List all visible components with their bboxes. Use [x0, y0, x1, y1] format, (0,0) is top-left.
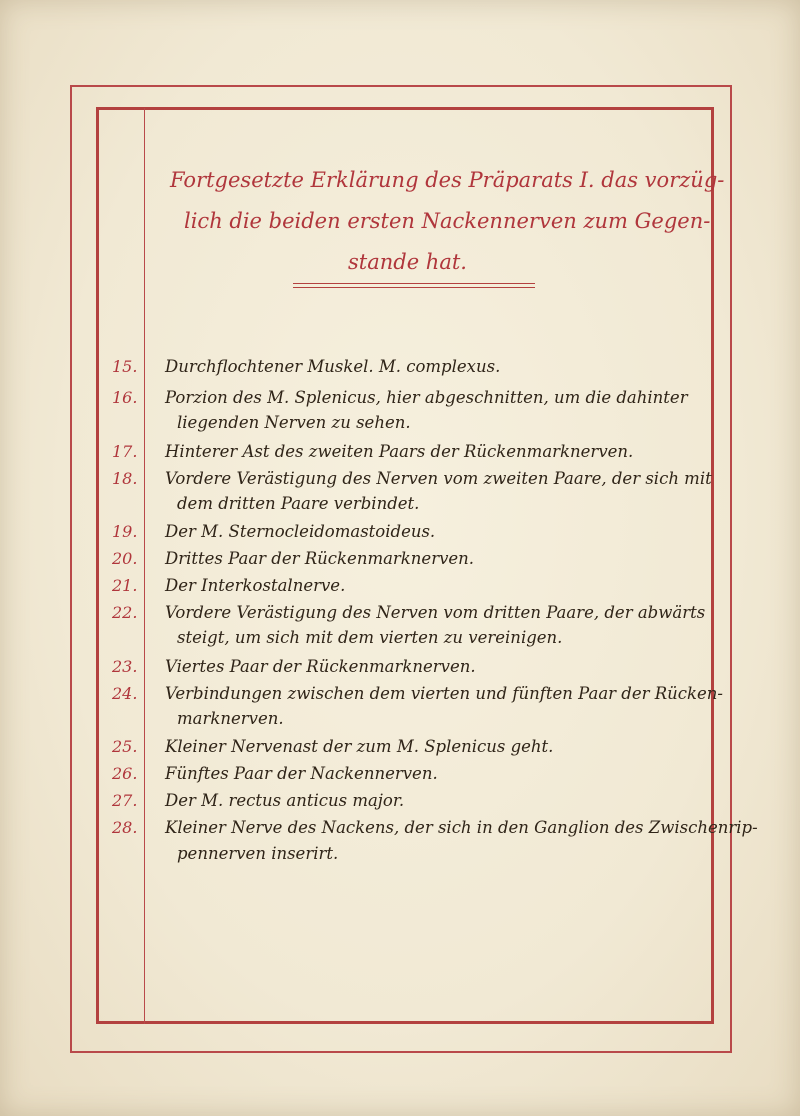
entry-number: 28. — [112, 818, 138, 837]
entry-text: Kleiner Nervenast der zum M. Splenicus geht. — [165, 737, 554, 756]
entry-text: Drittes Paar der Rückenmarknerven. — [165, 549, 475, 568]
entry-text: Der Interkostalnerve. — [165, 576, 346, 595]
entry-text: Fünftes Paar der Nackennerven. — [165, 764, 438, 783]
list-item-continuation — [0, 491, 800, 521]
title-underline — [293, 283, 535, 288]
list-item — [0, 788, 800, 818]
entry-number: 24. — [112, 684, 138, 703]
entry-text: pennerven inserirt. — [177, 844, 339, 863]
entry-number: 21. — [112, 576, 138, 595]
entry-number: 22. — [112, 603, 138, 622]
list-item — [0, 761, 800, 791]
title-line: Fortgesetzte Erklärung des Präparats I. das vorzüg- — [170, 168, 725, 192]
entry-text: Kleiner Nerve des Nackens, der sich in den Ganglion des Zwischenrip- — [165, 818, 758, 837]
list-item — [0, 546, 800, 576]
list-item-continuation — [0, 410, 800, 440]
list-item-continuation — [0, 706, 800, 736]
entry-text: Vordere Verästigung des Nerven vom dritten Paare, der abwärts — [165, 603, 706, 622]
list-item — [0, 573, 800, 603]
entry-number: 25. — [112, 737, 138, 756]
title-line: stande hat. — [348, 250, 467, 274]
entry-text: Verbindungen zwischen dem vierten und fünften Paar der Rücken- — [165, 684, 724, 703]
entry-text: Vordere Verästigung des Nerven vom zweiten Paare, der sich mit — [165, 469, 712, 488]
entry-number: 26. — [112, 764, 138, 783]
entry-text: Der M. Sternocleidomastoideus. — [165, 522, 436, 541]
entry-text: Der M. rectus anticus major. — [165, 791, 405, 810]
entry-text: Porzion des M. Splenicus, hier abgeschnitten, um die dahinter — [165, 388, 688, 407]
list-item — [0, 519, 800, 549]
list-item — [0, 654, 800, 684]
list-item — [0, 354, 800, 384]
entry-number: 18. — [112, 469, 138, 488]
entry-text: Hinterer Ast des zweiten Paars der Rückenmarknerven. — [165, 442, 634, 461]
entry-number: 17. — [112, 442, 138, 461]
list-item — [0, 439, 800, 469]
title-line: lich die beiden ersten Nackennerven zum Gegen- — [184, 209, 711, 233]
entry-text: steigt, um sich mit dem vierten zu vereinigen. — [177, 628, 563, 647]
list-item — [0, 734, 800, 764]
entry-number: 15. — [112, 357, 138, 376]
entry-number: 27. — [112, 791, 138, 810]
entry-number: 20. — [112, 549, 138, 568]
entry-number: 23. — [112, 657, 138, 676]
entry-number: 19. — [112, 522, 138, 541]
entry-text: marknerven. — [177, 709, 284, 728]
entry-text: Durchflochtener Muskel. M. complexus. — [165, 357, 501, 376]
entry-text: dem dritten Paare verbindet. — [177, 494, 420, 513]
entry-number: 16. — [112, 388, 138, 407]
page-title — [170, 160, 725, 283]
entry-text: Viertes Paar der Rückenmarknerven. — [165, 657, 476, 676]
list-item-continuation — [0, 841, 800, 871]
entry-text: liegenden Nerven zu sehen. — [177, 413, 411, 432]
list-item-continuation — [0, 625, 800, 655]
